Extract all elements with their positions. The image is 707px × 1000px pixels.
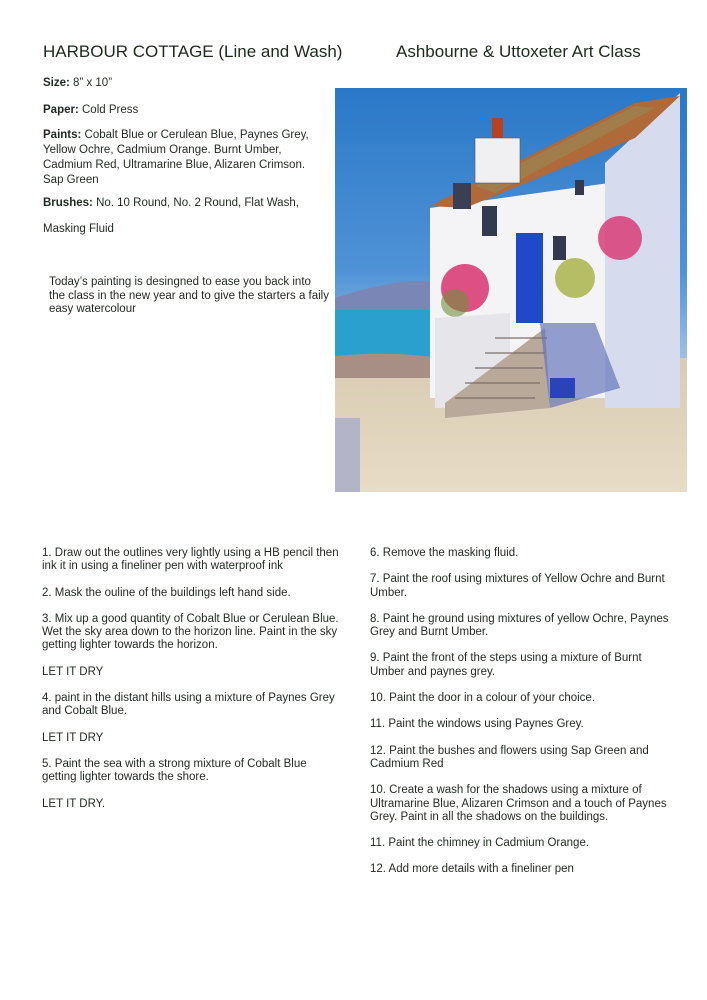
instructions-column-1 (42, 547, 342, 824)
spec-size (43, 76, 323, 91)
spec-masking-fluid: Masking Fluid (43, 223, 114, 235)
organisation-name: Ashbourne & Uttoxeter Art Class (396, 42, 641, 61)
spec-value: No. 10 Round, No. 2 Round, Flat Wash, (96, 197, 299, 209)
instruction-step: 5. Paint the sea with a strong mixture of Cobalt Blue getting lighter towards the shore. (42, 757, 307, 784)
instruction-step: 9. Paint the front of the steps using a mixture of Burnt Umber and paynes grey. (370, 652, 642, 678)
instruction-step: 10. Paint the door in a colour of your choice. (370, 692, 596, 705)
spec-label: Paints: (43, 129, 82, 141)
instruction-step: LET IT DRY (42, 665, 104, 678)
instruction-step: 12. Add more details with a fineliner pen (370, 863, 574, 876)
spec-value: 8” x 10” (73, 77, 113, 89)
spec-paper (43, 103, 323, 118)
instruction-step: LET IT DRY (42, 731, 104, 744)
intro-text: Today’s painting is desingned to ease you back into the class in the new year and to give the starters a faily easy watercolour (49, 276, 329, 315)
instruction-step: 6. Remove the masking fluid. (370, 547, 519, 559)
instruction-step: 2. Mask the ouline of the buildings left hand side. (42, 586, 291, 599)
spec-label: Paper: (43, 104, 79, 116)
instruction-step: 12. Paint the bushes and flowers using Sap Green and Cadmium Red (370, 744, 649, 770)
instruction-step: 11. Paint the chimney in Cadmium Orange. (370, 837, 590, 850)
spec-label: Brushes: (43, 197, 93, 209)
spec-value: Cobalt Blue or Cerulean Blue, Paynes Grey, Yellow Ochre, Cadmium Orange. Burnt Umber, Cadmium Red, Ultramarine Blue, Alizaren Crimson. Sap Green (43, 129, 309, 186)
instruction-step: 10. Create a wash for the shadows using a mixture of Ultramarine Blue, Alizaren Crimson and a touch of Paynes Grey. Paint in all the shadows on the buildings. (370, 784, 667, 823)
spec-label: Size: (43, 77, 70, 89)
instructions-column-2 (370, 547, 670, 890)
instruction-step: 8. Paint he ground using mixtures of yellow Ochre, Paynes Grey and Burnt Umber. (370, 612, 669, 639)
page-title: HARBOUR COTTAGE (Line and Wash) (43, 42, 343, 61)
instruction-step: 7. Paint the roof using mixtures of Yellow Ochre and Burnt Umber. (370, 573, 665, 599)
instruction-step: 1. Draw out the outlines very lightly using a HB pencil then ink it in using a fineliner pen with waterproof ink (42, 547, 339, 573)
spec-brushes (43, 196, 323, 211)
instruction-step: 3. Mix up a good quantity of Cobalt Blue or Cerulean Blue. Wet the sky area down to the horizon line. Paint in the sky getting lighter towards the horizon. (42, 612, 339, 652)
cottage-painting (335, 88, 687, 492)
painting-image (335, 88, 687, 492)
spec-paints (43, 128, 323, 188)
instruction-step: LET IT DRY. (42, 797, 106, 810)
instruction-step: 11. Paint the windows using Paynes Grey. (370, 718, 584, 731)
spec-value: Cold Press (82, 104, 139, 116)
instruction-step: 4. paint in the distant hills using a mixture of Paynes Grey and Cobalt Blue. (42, 692, 335, 718)
